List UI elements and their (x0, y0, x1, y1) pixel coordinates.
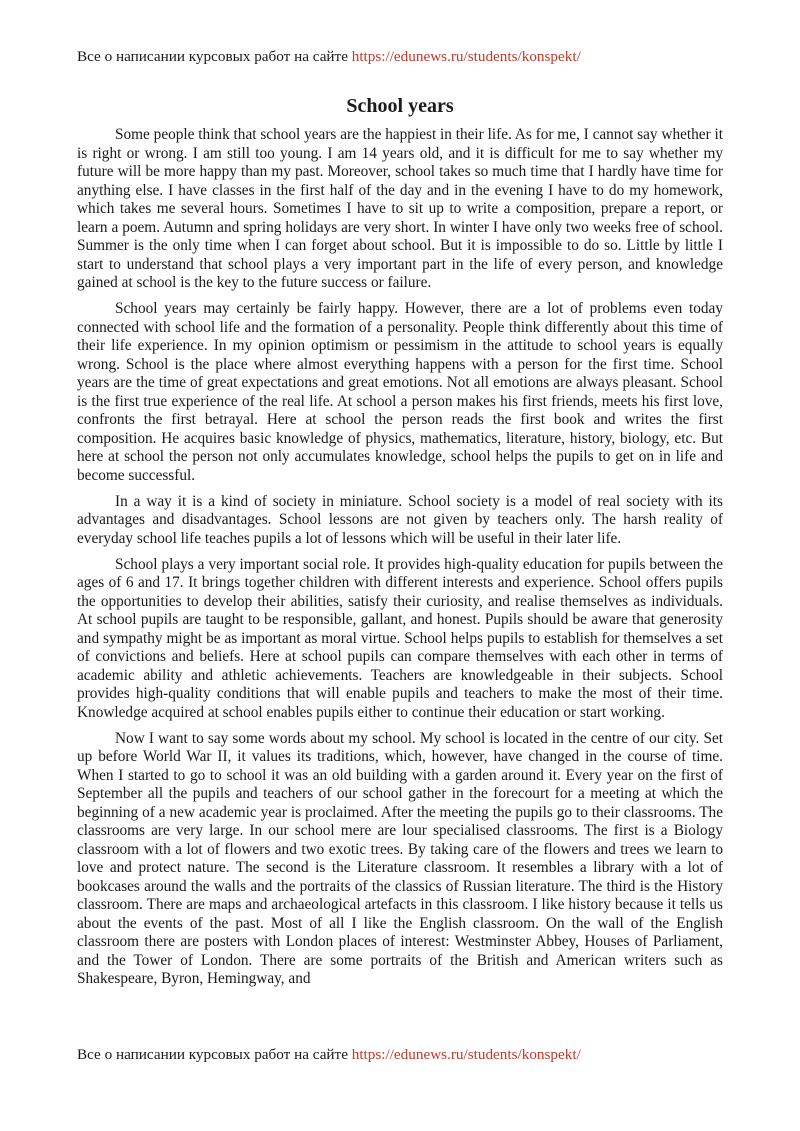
paragraph-3: In a way it is a kind of society in miniature. School society is a model of real society with its advantages and disadvantages. School lessons are not given by teachers only. The harsh reality of everyday school life teaches pupils a lot of lessons which will be useful in their later life. (77, 492, 723, 547)
paragraph-4: School plays a very important social role. It provides high-quality education for pupils between the ages of 6 and 17. It brings together children with different interests and experience. School offers pupils the opportunities to develop their abilities, satisfy their curiosity, and realise themselves as individuals. At school pupils are taught to be responsible, gallant, and honest. Pupils should be aware that generosity and sympathy might be as important as moral virtue. School helps pupils to establish for themselves a set of convictions and beliefs. Here at school pupils can compare themselves with each other in terms of academic ability and athletic achievements. Teachers are knowledgeable in their subjects. School provides high-quality conditions that will enable pupils and teachers to make the most of their time. Knowledge acquired at school enables pupils either to continue their education or start working. (77, 555, 723, 721)
document-body (77, 126, 723, 996)
page-footer (77, 1046, 727, 1064)
page-header (77, 48, 727, 66)
paragraph-1: Some people think that school years are the happiest in their life. As for me, I cannot say whether it is right or wrong. I am still too young. I am 14 years old, and it is difficult for me to say whether my future will be more happy than my past. Moreover, school takes so much time that I hardly have time for anything else. I have classes in the first half of the day and in the evening I have to do my homework, which takes me several hours. Sometimes I have to sit up to write a composition, prepare a report, or learn a poem. Autumn and spring holidays are very short. In winter I have only two weeks free of school. Summer is the only time when I can forget about school. But it is impossible to do so. Little by little I start to understand that school plays a very important part in the life of every person, and knowledge gained at school is the key to the future success or failure. (77, 126, 723, 291)
paragraph-5: Now I want to say some words about my school. My school is located in the centre of our city. Set up before World War II, it values its traditions, which, however, have changed in the course of time. When I started to go to school it was an old building with a garden around it. Every year on the first of September all the pupils and teachers of our school gather in the forecourt for a meeting at which the beginning of a new academic year is proclaimed. After the meeting the pupils go to their classrooms. The classrooms are very large. In our school mere are lour specialised classrooms. The first is a Biology classroom with a lot of flowers and two exotic trees. By taking care of the flowers and trees we learn to love and protect nature. The second is the Literature classroom. It resembles a library with a lot of bookcases around the walls and the portraits of the classics of Russian literature. The third is the History classroom. There are maps and archaeological artefacts in this classroom. I like history because it tells us about the events of the past. Most of all I like the English classroom. On the wall of the English classroom there are posters with London places of interest: Westminster Abbey, Houses of Parliament, and the Tower of London. There are some portraits of the British and American writers such as Shakespeare, Byron, Hemingway, and (77, 729, 723, 987)
footer-site-link[interactable]: https://edunews.ru/students/konspekt/ (351, 1046, 581, 1063)
header-site-link[interactable]: https://edunews.ru/students/konspekt/ (351, 48, 581, 65)
header-text: Все о написании курсовых работ на сайте (77, 48, 352, 65)
document-title: School years (346, 95, 454, 117)
paragraph-2: School years may certainly be fairly happy. However, there are a lot of problems even today connected with school life and the formation of a personality. People think differently about this time of their life experience. In my opinion optimism or pessimism in the attitude to school years is equally wrong. School is the place where almost everything happens with a person for the first time. School years are the time of great expectations and great emotions. Not all emotions are always pleasant. School is the first true experience of the real life. At school a person makes his first friends, meets his first love, confronts the first betrayal. Here at school the person reads the first book and writes the first composition. He acquires basic knowledge of physics, mathematics, literature, history, biology, etc. But here at school the person not only accumulates knowledge, school helps the pupils to get on in life and become successful. (77, 300, 723, 484)
footer-text: Все о написании курсовых работ на сайте (77, 1046, 352, 1063)
